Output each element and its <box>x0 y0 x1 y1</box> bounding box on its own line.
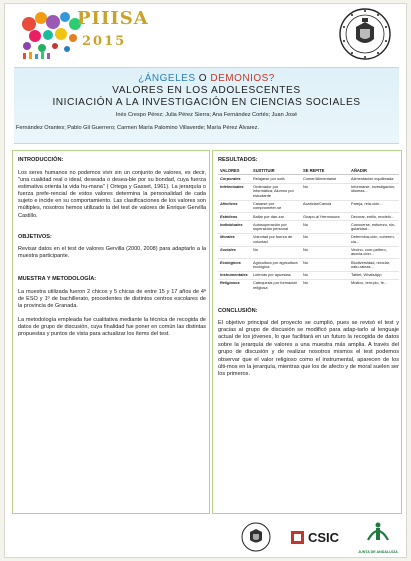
table-cell: Individuales <box>218 221 251 234</box>
conclusion-body: El objetivo principal del proyecto se cumplió, pues se revisó el test y gracias al grupo de discusión se modificó para adap-tarlo al lenguaje actual de los jóvenes, lo que facilitará en un futuro la recogida de datos sobre la jerarquía de valores a una muestra más amplia. A través del grupo de discusión y de realizar nosotros mismos el test podemos observar que el valor religioso como el instrumental, aparecen de los últi-mos en la jerarquía, mientras que los de afecto y de moral suelen ser los primeros. <box>218 319 399 378</box>
table-cell: No <box>301 279 349 291</box>
table-cell: Místico, tem-plo, fe... <box>349 279 399 291</box>
table-cell: Sociales <box>218 246 251 259</box>
table-cell: Conocerse, esfuerzo, sin-gularidad... <box>349 221 399 234</box>
table-cell: No <box>251 246 301 259</box>
table-cell: No <box>301 259 349 272</box>
method-body-2: La metodología empleada fue cualitativa mediante la técnica de recogida de datos de grupo de discusión, cuya finalidad fue poner en común las distintas propuestas y puntos de vista para actualizar los ítems del test. <box>18 317 206 338</box>
left-panel <box>12 150 210 514</box>
table-cell: No <box>301 221 349 234</box>
table-row <box>218 259 399 272</box>
column-header: AÑADIR <box>349 168 399 175</box>
table-cell: No <box>301 271 349 279</box>
poster-header <box>5 4 408 62</box>
poster-question <box>14 73 399 84</box>
table-row <box>218 246 399 259</box>
csic-text: CSIC <box>308 530 340 545</box>
table-cell: Ordenador por informática; Alumno por estudiante <box>251 183 301 200</box>
table-cell: Comer/Alimentarse <box>301 175 349 183</box>
method-body-1: La muestra utilizada fueron 2 chicos y 5 chicas de entre 15 y 17 años de 4º de ESO y 1º de bachillerato, procedentes de distintos centros escolares de la provincia de Granada. <box>18 288 206 310</box>
table-row <box>218 233 399 246</box>
table-cell: Casarse por comprometer-se <box>251 200 301 213</box>
table-cell: No <box>301 183 349 200</box>
table-cell: No <box>301 233 349 246</box>
csic-logo <box>290 529 339 547</box>
table-cell: Corporales <box>218 175 251 183</box>
table-row <box>218 213 399 221</box>
table-cell: Intelectuales <box>218 183 251 200</box>
table-cell: No <box>301 246 349 259</box>
table-cell: Instrumentales <box>218 271 251 279</box>
table-cell: Alimentación equilibrada <box>349 175 399 183</box>
authors-line-1: Inés Crespo Pérez; Julia Pérez Sierra; Ana Fernández Cortés; Juan José <box>115 112 298 118</box>
table-cell: Morales <box>218 233 251 246</box>
table-cell: Loterías por apuestas <box>251 271 301 279</box>
results-heading: RESULTADOS: <box>218 157 258 163</box>
table-row <box>218 183 399 200</box>
table-cell: Decorar, estilo, modelo... <box>349 213 399 221</box>
column-header: VALORES <box>218 168 251 175</box>
title-banner <box>14 67 399 144</box>
table-row <box>218 271 399 279</box>
poster <box>4 3 407 558</box>
table-row <box>218 221 399 234</box>
junta-text: JUNTA DE ANDALUCÍA <box>358 550 398 554</box>
title-or: O <box>195 73 211 84</box>
table-row <box>218 279 399 291</box>
objectives-body: Revisar datos en el test de valores Gervilla (2000, 2008) para adaptarlo a la muestra participante. <box>18 245 206 259</box>
column-header: SUSTITUIR <box>251 168 301 175</box>
piiisa-year: 2015 <box>82 34 127 49</box>
poster-footer <box>5 516 408 558</box>
table-cell: Afectivos <box>218 200 251 213</box>
university-seal-small-icon <box>241 522 271 552</box>
values-table <box>218 168 399 292</box>
table-cell: Relajarse por sofá <box>251 175 301 183</box>
table-cell: Catequesis por formación religiosa <box>251 279 301 291</box>
university-seal-icon <box>338 7 392 61</box>
table-cell: Informarse, investigación, idiomas... <box>349 183 399 200</box>
csic-emblem-icon <box>290 530 305 545</box>
piiisa-title: PIIISA <box>77 8 149 29</box>
authors-line-2: Fernández Orantes; Pablo Gil Guerrero; Carmen María Palomino Villaverde; María Pérez Álvarez. <box>16 125 260 131</box>
intro-body: Los seres humanos no podemos vivir sin un conjunto de valores, es decir, "una cualidad real o ideal, deseada o desea-ble por su bondad, cuya fuerza estimativa orienta la vida hu-mana" ( Ortega y Gasset, 1961). La jerarquía o fuerza prefe-rencial de estos valores determina la personalidad de cada sujeto e incide en su comportamiento. Las clasificaciones de los valores son múltiples, nosotros hemos utilizado la del test de valores de Enrique Gervilla Castillo. <box>18 170 206 219</box>
junta-logo <box>354 520 402 556</box>
table-cell: Estéticos <box>218 213 251 221</box>
table-cell: Bailar por dan-zar <box>251 213 301 221</box>
table-cell: Agricultura por agricultura ecológica <box>251 259 301 272</box>
table-cell: Ecológicos <box>218 259 251 272</box>
poster-subtitle: INICIACIÓN A LA INVESTIGACIÓN EN CIENCIAS SOCIALES <box>52 97 361 108</box>
table-cell: Vecino, com-pañero, asocia-ción... <box>349 246 399 259</box>
method-heading: MUESTRA Y METODOLOGÍA: <box>18 275 97 282</box>
table-cell: Voluntad por fuerza de voluntad <box>251 233 301 246</box>
table-header-row <box>218 168 399 175</box>
table-cell: Acariciar/Caricia <box>301 200 349 213</box>
table-cell: Guapo-a/ Hermosura <box>301 213 349 221</box>
objectives-heading: OBJETIVOS: <box>18 233 52 240</box>
intro-heading: INTRODUCCIÓN: <box>18 157 64 163</box>
table-cell: Biodiversidad, reciclar, natu-raleza... <box>349 259 399 272</box>
conclusion-heading: CONCLUSIÓN: <box>218 307 258 314</box>
table-cell: Autosuperación por superación personal <box>251 221 301 234</box>
column-header: SE REPITE <box>301 168 349 175</box>
table-cell: Tablet, WhatsApp <box>349 271 399 279</box>
table-cell: Religiosos <box>218 279 251 291</box>
poster-title: VALORES EN LOS ADOLESCENTES <box>112 85 301 96</box>
title-angeles: ¿ÁNGELES <box>138 73 196 84</box>
table-row <box>218 175 399 183</box>
right-panel <box>212 150 402 514</box>
table-row <box>218 200 399 213</box>
title-demonios: DEMONIOS? <box>210 73 275 84</box>
table-cell: Pareja, rela-ción... <box>349 200 399 213</box>
junta-emblem-icon <box>365 520 391 544</box>
table-cell: Determina-ción, coheren-cia... <box>349 233 399 246</box>
